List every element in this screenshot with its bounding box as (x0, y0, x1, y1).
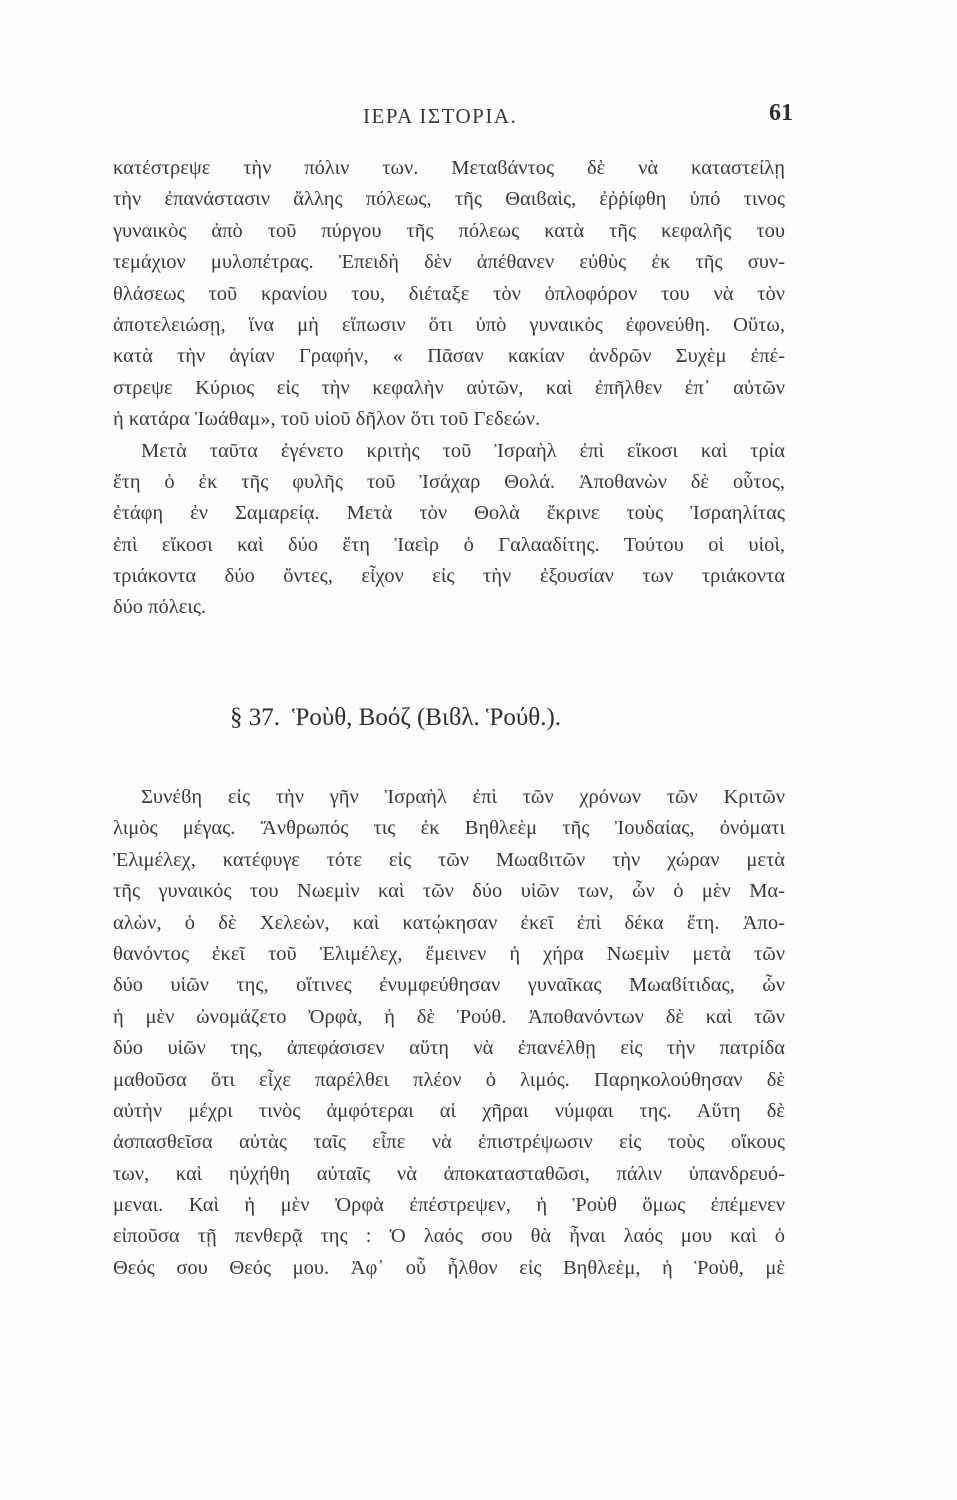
section-heading (230, 704, 670, 732)
text-line: κατὰ τὴν ἁγίαν Γραφήν, « Πᾶσαν κακίαν ἀνδρῶν Συχὲμ ἐπέ- (113, 345, 785, 368)
text-line: στρεψε Κύριος εἰς τὴν κεφαλὴν αὐτῶν, καὶ ἐπῆλθεν ἐπ᾽ αὐτῶν (113, 376, 785, 399)
text-line: ἡ μὲν ὠνομάζετο Ὀρφὰ, ἡ δὲ Ῥούθ. Ἀποθανόντων δὲ καὶ τῶν (113, 1005, 785, 1028)
text-line: δύο πόλεις. (113, 596, 207, 619)
text-line: Ἐλιμέλεχ, κατέφυγε τότε εἰς τῶν Μωαϐιτῶν τὴν χώραν μετὰ (113, 848, 785, 871)
text-line: ἡ κατάρα Ἰωάθαμ», τοῦ υἱοῦ δῆλον ὅτι τοῦ Γεδεών. (113, 408, 541, 431)
text-line: ἐτάφη ἐν Σαμαρείᾳ. Μετὰ τὸν Θολὰ ἔκρινε τοὺς Ἰσραηλίτας (113, 502, 785, 525)
text-line: Συνέϐη εἰς τὴν γῆν Ἰσραὴλ ἐπὶ τῶν χρόνων τῶν Κριτῶν (141, 786, 785, 808)
text-line: ἀποτελειώσῃ, ἵνα μὴ εἴπωσιν ὅτι ὑπὸ γυναικὸς ἐφονεύθη. Οὕτω, (113, 313, 785, 336)
text-line: τὴν ἐπανάστασιν ἄλλης πόλεως, τῆς Θαιϐαὶς, ἐῤῥίφθη ὑπό τινος (113, 188, 785, 211)
text-line: Θεός σου Θεός μου. Ἀφ᾽ οὗ ἦλθον εἰς Βηθλεὲμ, ἡ Ῥοὺθ, μὲ (113, 1256, 785, 1279)
text-line: δύο υἱῶν της, ἀπεφάσισεν αὕτη νὰ ἐπανέλθῃ εἰς τὴν πατρίδα (113, 1037, 785, 1060)
text-line: ἔτη ὁ ἐκ τῆς φυλῆς τοῦ Ἰσάχαρ Θολά. Ἀποθανὼν δὲ οὗτος, (113, 470, 785, 493)
text-line: τριάκοντα δύο ὄντες, εἶχον εἰς τὴν ἐξουσίαν των τριάκοντα (113, 565, 785, 588)
text-line: δύο υἱῶν της, οἵτινες ἐνυμφεύθησαν γυναῖκας Μωαϐίτιδας, ὧν (113, 974, 785, 997)
text-line: τεμάχιον μυλοπέτρας. Ἐπειδὴ δὲν ἀπέθανεν εὐθὺς ἐκ τῆς συν- (113, 251, 785, 274)
text-line: εἰποῦσα τῇ πενθερᾷ της : Ὁ λαός σου θὰ ἦναι λαός μου καὶ ὁ (113, 1225, 785, 1248)
body-text-block (113, 782, 785, 1284)
text-line: αλὼν, ὁ δὲ Χελεὼν, καὶ κατῴκησαν ἐκεῖ ἐπὶ δέκα ἔτη. Ἀπο- (113, 911, 785, 934)
body-text-block (113, 153, 785, 624)
text-line: Μετὰ ταῦτα ἐγένετο κριτὴς τοῦ Ἰσραὴλ ἐπὶ εἴκοσι καὶ τρία (141, 439, 785, 462)
page-header (113, 98, 793, 138)
text-line: κατέστρεψε τὴν πόλιν των. Μεταϐάντος δὲ νὰ καταστείλῃ (113, 157, 785, 179)
text-line: θανόντος ἐκεῖ τοῦ Ἐλιμέλεχ, ἔμεινεν ἡ χήρα Νωεμὶν μετὰ τῶν (113, 942, 785, 965)
text-line: αὐτὴν μέχρι τινὸς ἀμφότεραι αἱ χῆραι νύμφαι της. Αὕτη δὲ (113, 1099, 785, 1122)
text-line: μαθοῦσα ὅτι εἶχε παρέλθει πλέον ὁ λιμός. Παρηκολούθησαν δὲ (113, 1068, 785, 1091)
text-line: τῆς γυναικός του Νωεμὶν καὶ τῶν δύο υἱῶν των, ὧν ὁ μὲν Μα- (113, 880, 785, 903)
page-number: 61 (769, 100, 793, 126)
text-line: λιμὸς μέγας. Ἄνθρωπός τις ἐκ Βηθλεὲμ τῆς Ἰουδαίας, ὀνόματι (113, 817, 785, 840)
running-head: ΙΕΡΑ ΙΣΤΟΡΙΑ. (363, 104, 518, 128)
text-line: γυναικὸς ἀπὸ τοῦ πύργου τῆς πόλεως κατὰ τῆς κεφαλῆς του (113, 219, 785, 242)
text-line: θλάσεως τοῦ κρανίου του, διέταξε τὸν ὁπλοφόρον του νὰ τὸν (113, 282, 785, 305)
section-title: Ῥοὺθ, Βοόζ (Βιϐλ. Ῥούθ.). (292, 704, 562, 731)
text-line: των, καὶ ηὐχήθη αὐταῖς νὰ ἀποκατασταθῶσι, πάλιν ὑπανδρευό- (113, 1162, 785, 1185)
text-line: μεναι. Καὶ ἡ μὲν Ὀρφὰ ἐπέστρεψεν, ἡ Ῥοὺθ ὅμως ἐπέμενεν (113, 1194, 785, 1217)
text-line: ἀσπασθεῖσα αὐτὰς ταῖς εἶπε νὰ ἐπιστρέψωσιν εἰς τοὺς οἴκους (113, 1131, 785, 1154)
text-line: ἐπὶ εἴκοσι καὶ δύο ἔτη Ἰαεὶρ ὁ Γαλααδίτης. Τούτου οἱ υἱοὶ, (113, 533, 785, 556)
section-number: § 37. (230, 704, 280, 731)
